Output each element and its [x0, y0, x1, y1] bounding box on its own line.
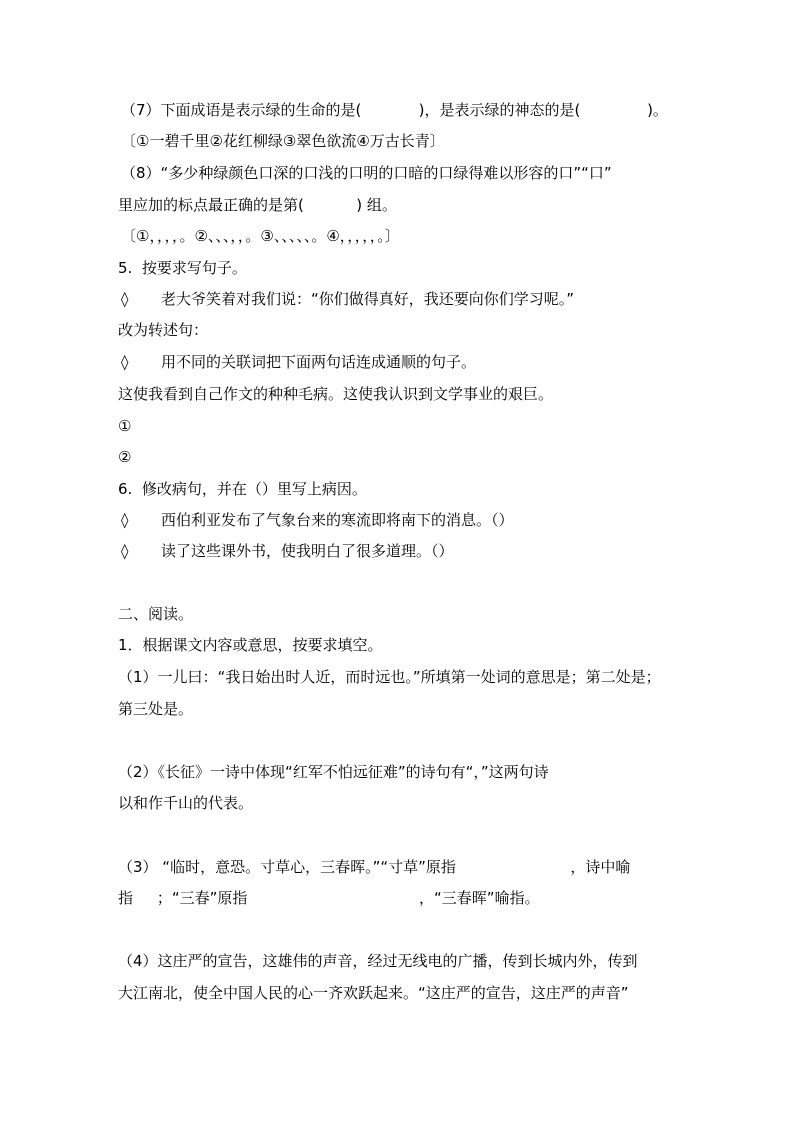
reading-p4-line-1: （4）这庄严的宣告，这雄伟的声音，经过无线电的广播，传到长城内外，传到: [118, 952, 638, 970]
section-5-title: 5. 按要求写句子。: [118, 259, 247, 277]
section-5-task: 改为转述句：: [118, 321, 209, 339]
reading-p1-line-2: 第三处是。: [118, 700, 194, 718]
q7-line: （7）下面成语是表示绿的生命的是( )，是表示绿的神态的是( )。: [121, 101, 668, 119]
reading-p3-line-2: 指 ；“三春”原指 ，“三春晖”喻指。: [118, 889, 540, 907]
q7-options: 〔①一碧千里②花红柳绿③翠色欲流④万古长青〕: [121, 132, 445, 150]
item-text: 用不同的关联词把下面两句话连成通顺的句子。: [161, 353, 477, 371]
section-5-item-2: [121, 352, 476, 372]
reading-p1-line-1: （1）一儿曰：“我日始出时人近，而时远也。”所填第一处词的意思是；第二处是；: [118, 668, 661, 686]
section-6-title: 6. 修改病句，并在（）里写上病因。: [118, 480, 367, 498]
q8-line: （8）“多少种绿颜色口深的口浅的口明的口暗的口绿得难以形容的口”“口”: [121, 164, 612, 182]
bullet-icon: ◊: [121, 542, 129, 560]
section-5-sentences: 这使我看到自己作文的种种毛病。这使我认识到文学事业的艰巨。: [118, 385, 554, 403]
reading-p2-line-1: （2）《长征》一诗中体现“红军不怕远征难”的诗句有“，”这两句诗: [118, 763, 549, 781]
reading-p4-line-2: 大江南北，使全中国人民的心一齐欢跃起来。“这庄严的宣告，这庄严的声音”: [118, 984, 629, 1002]
bullet-icon: ◊: [121, 353, 129, 371]
bullet-icon: ◊: [121, 290, 129, 308]
section-6-item-2: [121, 541, 454, 561]
q8-options: 〔①，，，，。②、、、，，。③、、、、、。④，，，，，。〕: [121, 227, 400, 245]
bullet-icon: ◊: [121, 511, 129, 529]
item-text: 西伯利亚发布了气象台来的寒流即将南下的消息。（）: [161, 511, 514, 529]
section-6-item-1: [121, 510, 514, 530]
answer-slot-1: ①: [118, 417, 132, 435]
reading-p2-line-2: 以和作千山的代表。: [118, 794, 254, 812]
item-text: 读了这些课外书，使我明白了很多道理。（）: [161, 542, 454, 560]
q8-line-2: 里应加的标点最正确的是第( ) 组。: [118, 196, 397, 214]
item-text: 老大爷笑着对我们说：“你们做得真好，我还要向你们学习呢。”: [161, 290, 575, 308]
reading-heading: 二、阅读。: [118, 605, 194, 623]
reading-q1-title: 1．根据课文内容或意思，按要求填空。: [118, 636, 383, 654]
answer-slot-2: ②: [118, 448, 132, 466]
reading-p3-line-1: （3） “临时，意恐。寸草心，三春晖。”“寸草”原指 ，诗中喻: [118, 858, 631, 876]
section-5-item-1: [121, 289, 574, 309]
